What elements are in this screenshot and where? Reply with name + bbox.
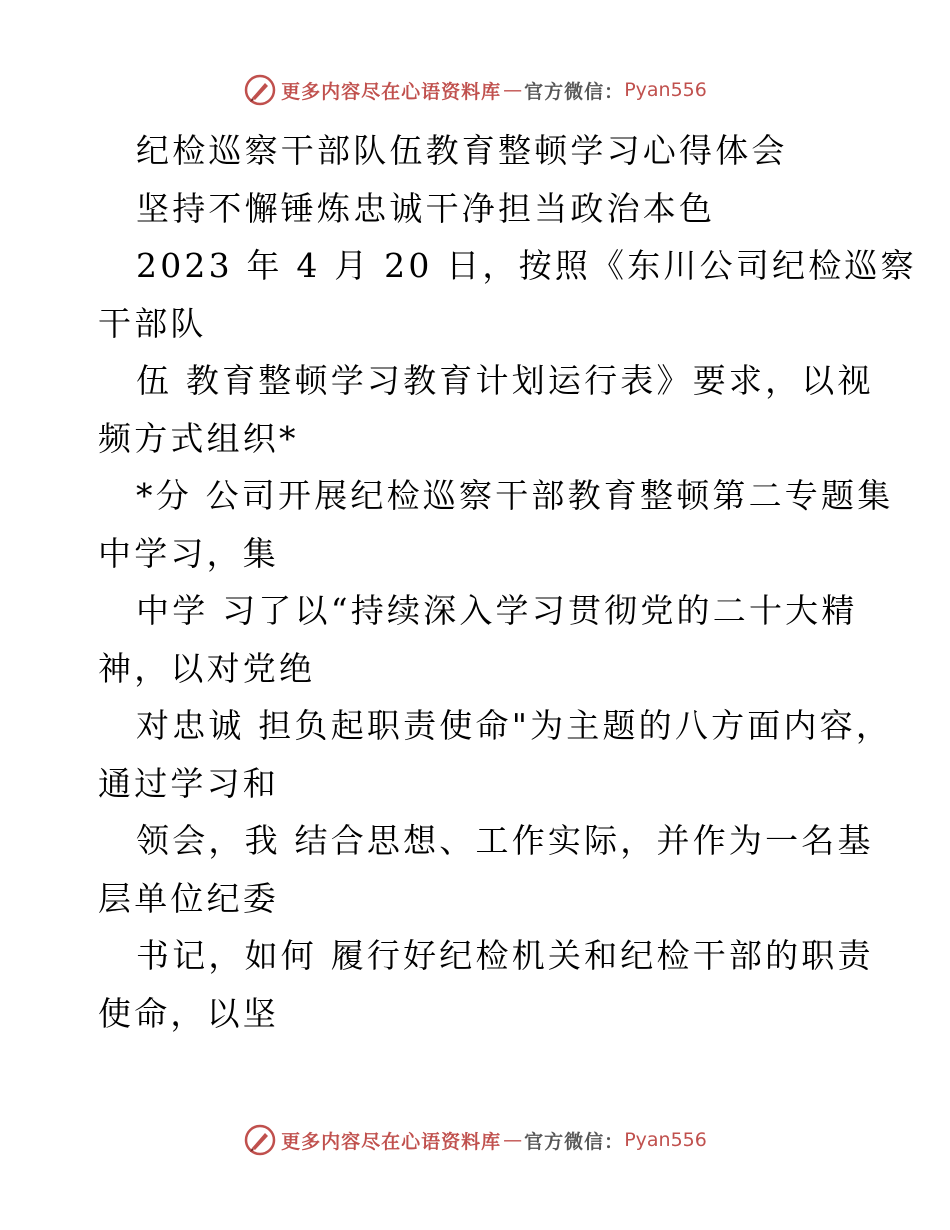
paragraph-line: 通过学习和	[98, 763, 279, 803]
paragraph-line: 中学 习了以“持续深入学习贯彻党的二十大精	[136, 591, 858, 630]
paragraph-line: 中学习，集	[98, 533, 279, 573]
pen-logo-icon	[243, 1123, 277, 1157]
paragraph-line: 频方式组织*	[98, 418, 299, 458]
watermark-label: 官方微信：	[524, 1130, 625, 1153]
watermark-id: Pyan556	[624, 79, 707, 101]
watermark-id: Pyan556	[624, 1129, 707, 1151]
paragraph-line: 伍 教育整顿学习教育计划运行表》要求，以视	[136, 361, 874, 400]
paragraph-line: 神，以对党绝	[98, 648, 316, 688]
watermark-title: 更多内容尽在心语资料库	[281, 1130, 502, 1153]
watermark-title: 更多内容尽在心语资料库	[281, 80, 502, 103]
paragraph-line: 干部队	[98, 303, 207, 343]
watermark-separator: —	[503, 1129, 523, 1151]
header-watermark	[0, 70, 950, 110]
footer-watermark	[0, 1120, 950, 1160]
paragraph-line: 对忠诚 担负起职责使命"为主题的八方面内容，	[136, 706, 893, 745]
paragraph-line: 使命，以坚	[98, 993, 279, 1033]
paragraph-line: *分 公司开展纪检巡察干部教育整顿第二专题集	[136, 476, 894, 515]
watermark-separator: —	[503, 79, 523, 101]
pen-logo-icon	[243, 73, 277, 107]
doc-subtitle: 坚持不懈锤炼忠诚干净担当政治本色	[136, 188, 716, 228]
paragraph-line: 领会，我 结合思想、工作实际，并作为一名基	[136, 821, 874, 860]
paragraph-line: 2023 年 4 月 20 日，按照《东川公司纪检巡察	[136, 246, 917, 285]
watermark-label: 官方微信：	[524, 80, 625, 103]
paragraph-line: 层单位纪委	[98, 878, 279, 918]
paragraph-line: 书记，如何 履行好纪检机关和纪检干部的职责	[136, 936, 874, 975]
document-body	[98, 122, 917, 1042]
doc-title: 纪检巡察干部队伍教育整顿学习心得体会	[136, 131, 788, 170]
